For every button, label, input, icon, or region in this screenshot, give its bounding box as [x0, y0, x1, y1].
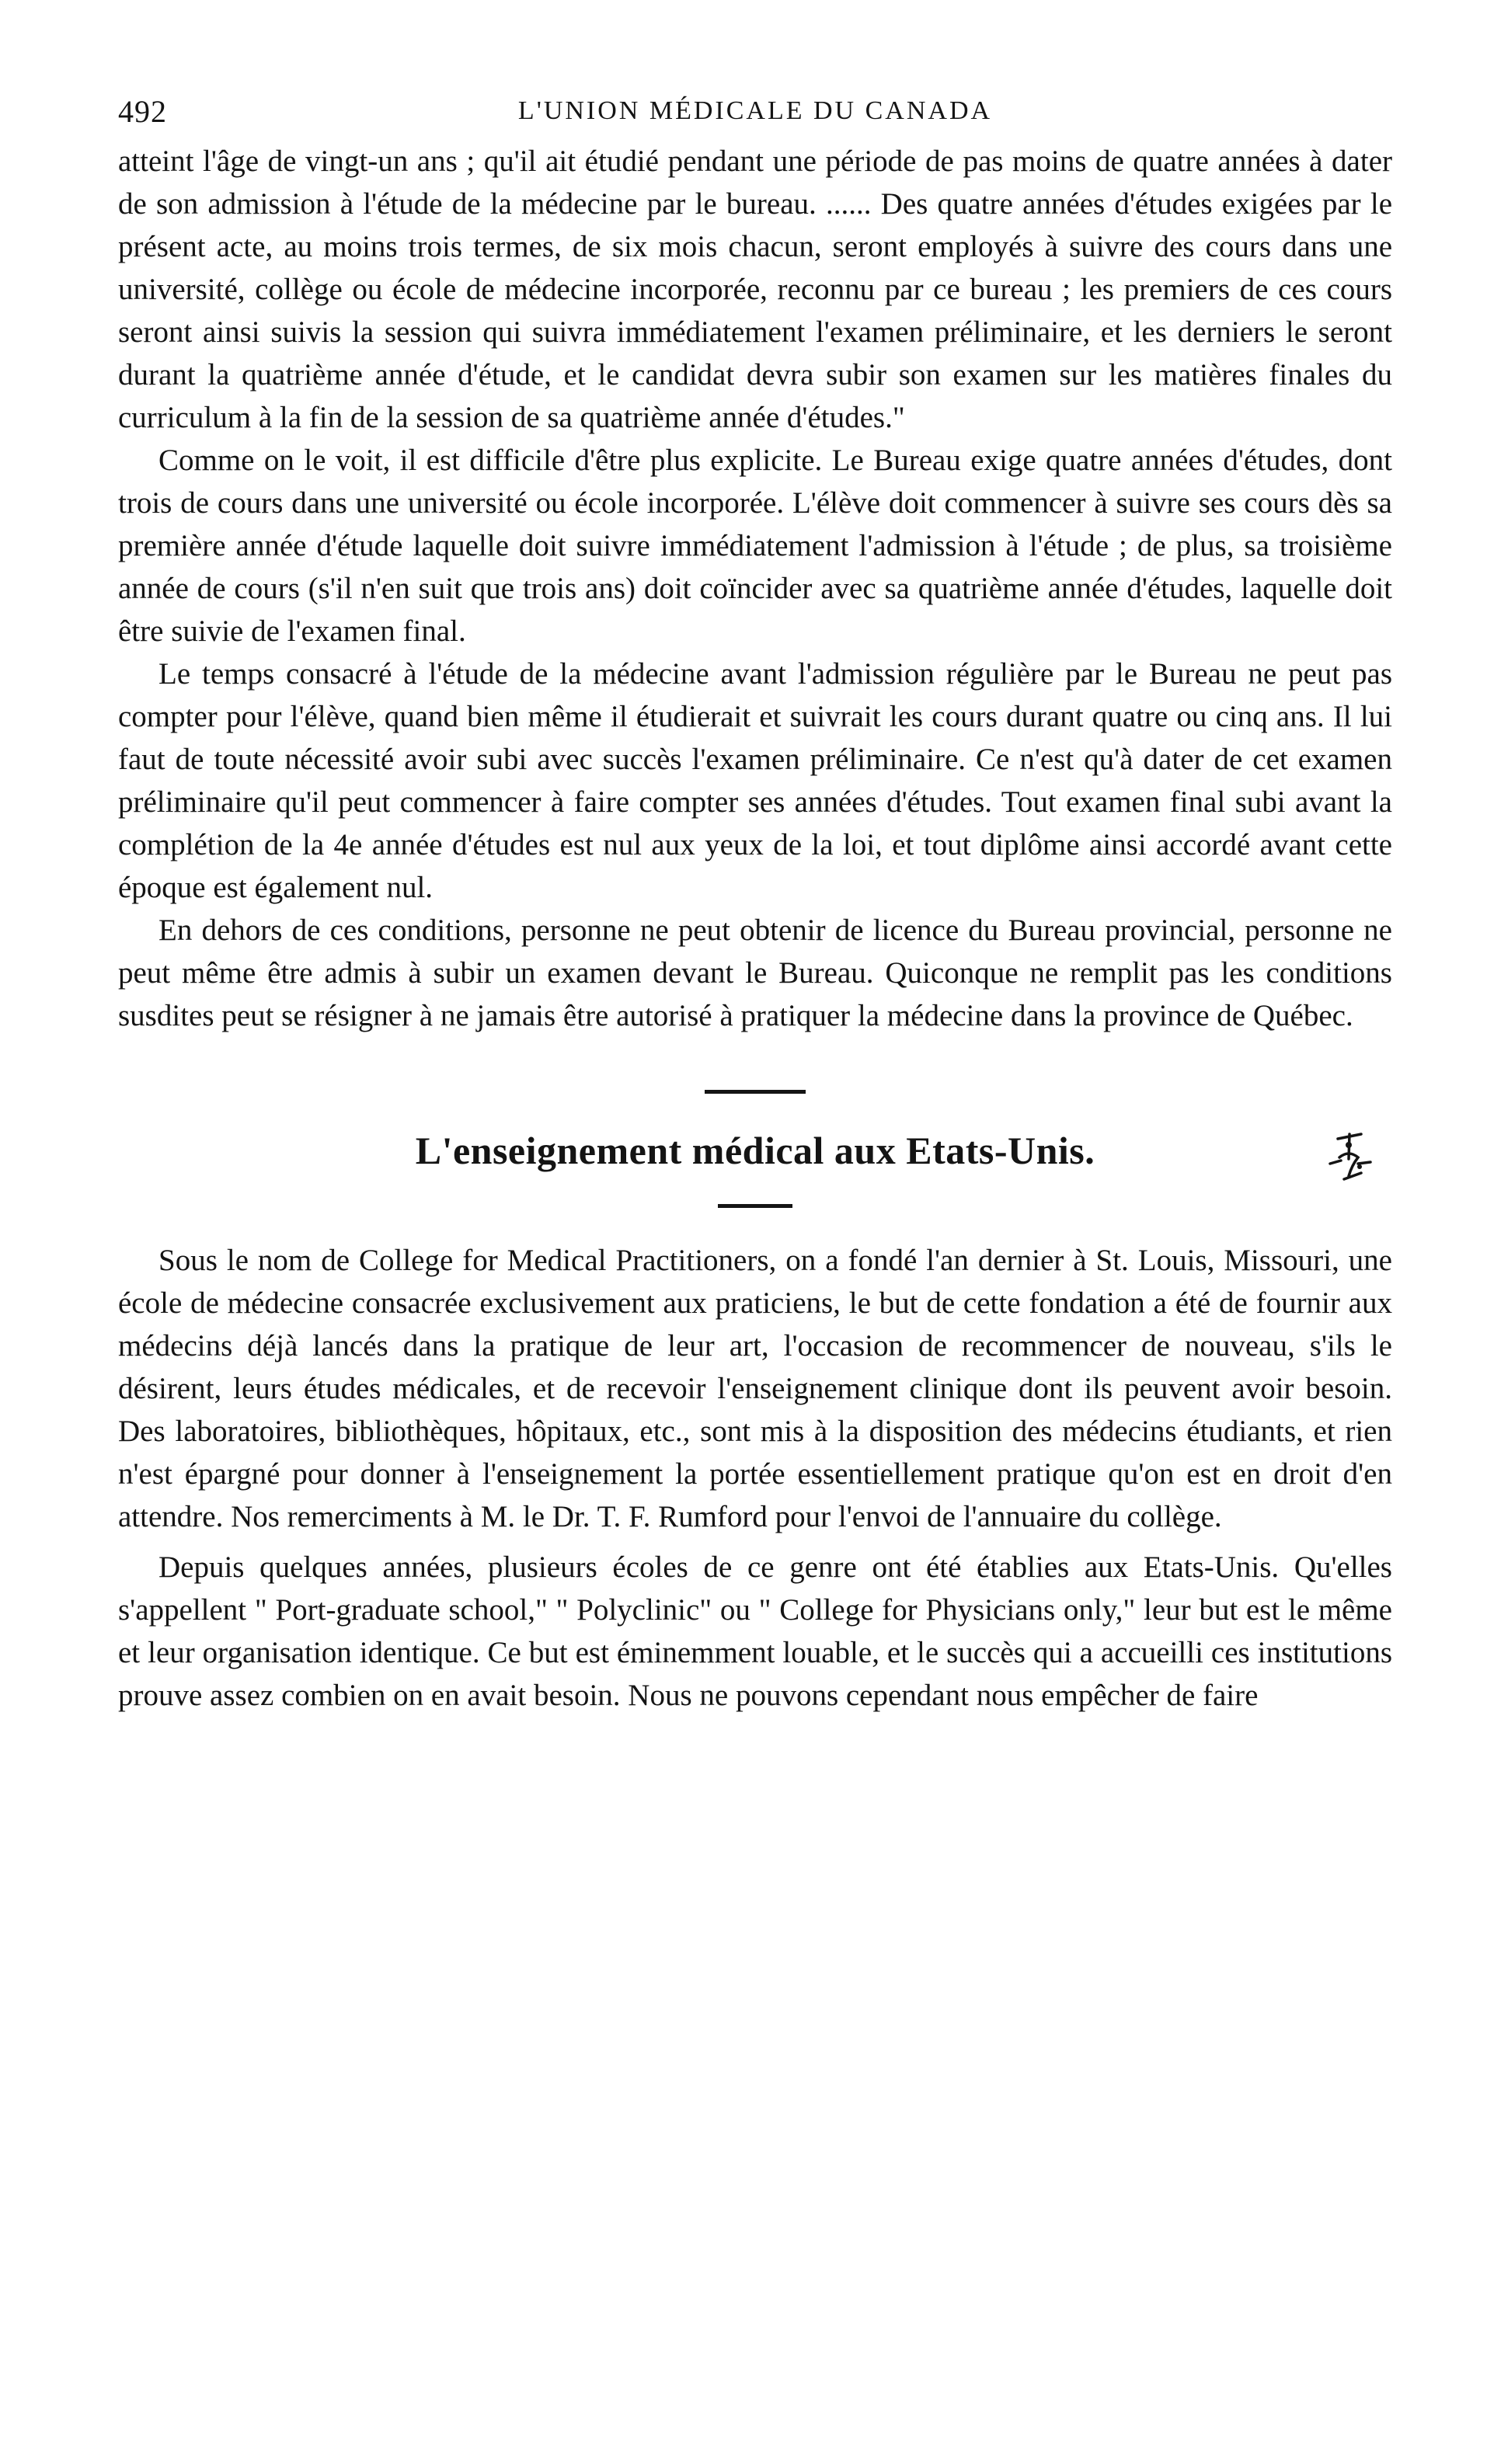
running-head: [118, 93, 1392, 140]
journal-title: L'UNION MÉDICALE DU CANADA: [517, 96, 993, 125]
section-divider-top: [705, 1090, 806, 1094]
paragraph-conditions: En dehors de ces conditions, personne ne peut obtenir de licence du Bureau provincial, personne ne peut même être admis à subir un examen devant le Bureau. Quiconque ne remplit pas les conditions susdites peut se résigner à ne jamais être autorisé à pratiquer la médecine dans la province de Québec.: [118, 914, 1392, 1032]
paragraph-explicit: Comme on le voit, il est difficile d'être plus explicite. Le Bureau exige quatre années d'études, dont trois de cours dans une université ou école incorporée. L'élève doit commencer à suivre ses cours dès sa première année d'étude laquelle doit suivre immédiatement l'admission à l'étude ; de plus, sa troisième année de cours (s'il n'en suit que trois ans) doit coïncider avec sa quatrième année d'études, laquelle doit être suivie de l'examen final.: [118, 444, 1392, 648]
paragraph-college: Sous le nom de College for Medical Practitioners, on a fondé l'an dernier à St. Louis, Missouri, une école de médecine consacrée exclusivement aux praticiens, le but de cette fondation a été de fournir aux médecins déjà lancés dans la pratique de leur art, l'occasion de recommencer de nouveau, s'ils le désirent, leurs études médicales, et de recevoir l'enseignement clinique dont ils peuvent avoir besoin. Des laboratoires, bibliothèques, hôpitaux, etc., sont mis à la disposition des médecins étudiants, et rien n'est épargné pour donner à l'enseignement la portée essentiellement pratique qu'on est en droit d'en attendre. Nos remerciments à M. le Dr. T. F. Rumford pour l'envoi de l'annuaire du collège.: [118, 1244, 1392, 1533]
fleuron-ornament-icon: [1315, 1128, 1384, 1190]
section-title: L'enseignement médical aux Etats-Unis.: [415, 1129, 1095, 1172]
paragraph-continuation: atteint l'âge de vingt-un ans ; qu'il ait étudié pendant une période de pas moins de quatre années à dater de son admission à l'étude de la médecine par le bureau. ...... Des quatre années d'études exigées par le présent acte, au moins trois termes, de six mois chacun, seront employés à suivre des cours dans une université, collège ou école de médecine incorporée, reconnu par ce bureau ; les premiers de ces cours seront ainsi suivis la session qui suivra immédiatement l'examen préliminaire, et les derniers le seront durant la quatrième année d'étude, et le candidat devra subir son examen sur les matières finales du curriculum à la fin de la session de sa quatrième année d'études.": [118, 144, 1392, 434]
page: [118, 93, 1392, 1717]
page-number: 492: [118, 94, 167, 129]
section-title-row: [118, 1128, 1392, 1182]
section-divider-bottom: [718, 1204, 792, 1208]
paragraph-study-time: Le temps consacré à l'étude de la médecine avant l'admission régulière par le Bureau ne peut pas compter pour l'élève, quand bien même il étudierait et suivrait les cours durant quatre ou cinq ans. Il lui faut de toute nécessité avoir subi avec succès l'examen préliminaire. Ce n'est qu'à dater de cet examen préliminaire qu'il peut commencer à faire compter ses années d'études. Tout examen final subi avant la complétion de la 4e année d'études est nul aux yeux de la loi, et tout diplôme ainsi accordé avant cette époque est également nul.: [118, 657, 1392, 904]
paragraph-schools: Depuis quelques années, plusieurs écoles de ce genre ont été établies aux Etats-Unis. Qu'elles s'appellent " Port-graduate school," " Polyclinic" ou " College for Physicians only," leur but est le même et leur organisation identique. Ce but est éminemment louable, et le succès qui a accueilli ces institutions prouve assez combien on en avait besoin. Nous ne pouvons cependant nous empêcher de faire: [118, 1550, 1392, 1712]
